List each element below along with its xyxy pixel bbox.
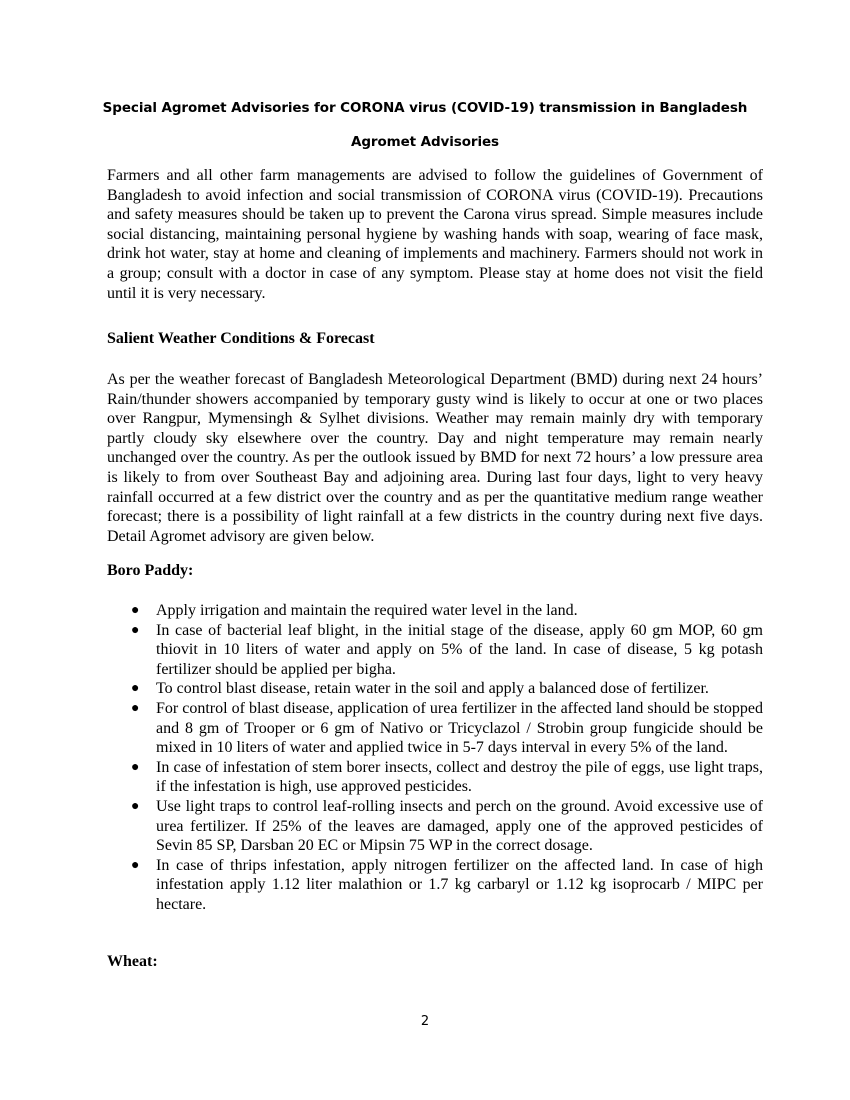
list-item xyxy=(107,856,763,915)
bullet-icon: ● xyxy=(131,622,140,638)
list-item xyxy=(107,699,763,758)
document-title: Special Agromet Advisories for CORONA virus (COVID-19) transmission in Bangladesh xyxy=(102,100,748,116)
bullet-icon: ● xyxy=(131,857,140,873)
wheat-heading: Wheat: xyxy=(107,953,158,970)
list-item xyxy=(107,621,763,680)
list-item-text: In case of infestation of stem borer insects, collect and destroy the pile of eggs, use light traps, if the infestation is high, use approved pesticides. xyxy=(156,758,763,796)
list-item xyxy=(107,601,763,621)
boro-paddy-heading: Boro Paddy: xyxy=(107,562,194,579)
bullet-icon: ● xyxy=(131,700,140,716)
list-item-text: Use light traps to control leaf-rolling insects and perch on the ground. Avoid excessive use of urea fertilizer. If 25% of the leaves are damaged, apply one of the approved pesticides of Sevin 85 SP, Darsban 20 EC or Mipsin 75 WP in the correct dosage. xyxy=(156,797,763,855)
intro-paragraph xyxy=(107,166,763,303)
list-item xyxy=(107,679,763,699)
list-item-text: For control of blast disease, application of urea fertilizer in the affected land should be stopped and 8 gm of Trooper or 6 gm of Nativo or Tricyclazol / Strobin group fungicide should be mixed in 10 liters of water and applied twice in 5-7 days interval in every 5% of the land. xyxy=(156,699,763,757)
list-item xyxy=(107,758,763,797)
document-subtitle: Agromet Advisories xyxy=(351,134,499,150)
list-item-text: To control blast disease, retain water in the soil and apply a balanced dose of fertilizer. xyxy=(156,680,709,698)
list-item-text: In case of thrips infestation, apply nitrogen fertilizer on the affected land. In case of high infestation apply 1.12 liter malathion or 1.7 kg carbaryl or 1.12 kg isoprocarb / MIPC per hectare. xyxy=(156,856,763,913)
bullet-icon: ● xyxy=(131,603,140,618)
weather-text: As per the weather forecast of Bangladesh Meteorological Department (BMD) during next 24 hours’ Rain/thunder showers accompanied by temporary gusty wind is likely to occur at one or two places over Rangpur, Mymensingh & Sylhet divisions. Weather may remain mainly dry with temporary partly cloudy sky elsewhere over the country. Day and night temperature may remain nearly unchanged over the country. As per the outlook issued by BMD for next 72 hours’ a low pressure area is likely to from over Southeast Bay and adjoining area. During last four days, light to very heavy rainfall occurred at a few district over the country and as per the quantitative medium range weather forecast; there is a possibility of light rainfall at a few districts in the country during next five days. Detail Agromet advisory are given below. xyxy=(107,371,763,545)
bullet-icon: ● xyxy=(131,681,140,697)
list-item-text: Apply irrigation and maintain the required water level in the land. xyxy=(156,602,578,619)
bullet-icon: ● xyxy=(131,759,140,775)
boro-paddy-list xyxy=(107,601,763,915)
bullet-icon: ● xyxy=(131,798,140,814)
page-number: 2 xyxy=(420,1014,430,1029)
weather-heading: Salient Weather Conditions & Forecast xyxy=(107,330,375,347)
intro-text: Farmers and all other farm managements are advised to follow the guidelines of Government of Bangladesh to avoid infection and social transmission of CORONA virus (COVID-19). Precautions and safety measures should be taken up to prevent the Carona virus spread. Simple measures include social distancing, maintaining personal hygiene by washing hands with soap, wearing of face mask, drink hot water, stay at home and cleaning of implements and machinery. Farmers should not work in a group; consult with a doctor in case of any symptom. Please stay at home does not visit the field until it is very necessary. xyxy=(107,167,763,302)
list-item-text: In case of bacterial leaf blight, in the initial stage of the disease, apply 60 gm MOP, 60 gm thiovit in 10 liters of water and apply on 5% of the land. In case of disease, 5 kg potash fertilizer should be applied per bigha. xyxy=(156,621,763,678)
list-item xyxy=(107,797,763,856)
weather-paragraph xyxy=(107,370,763,546)
